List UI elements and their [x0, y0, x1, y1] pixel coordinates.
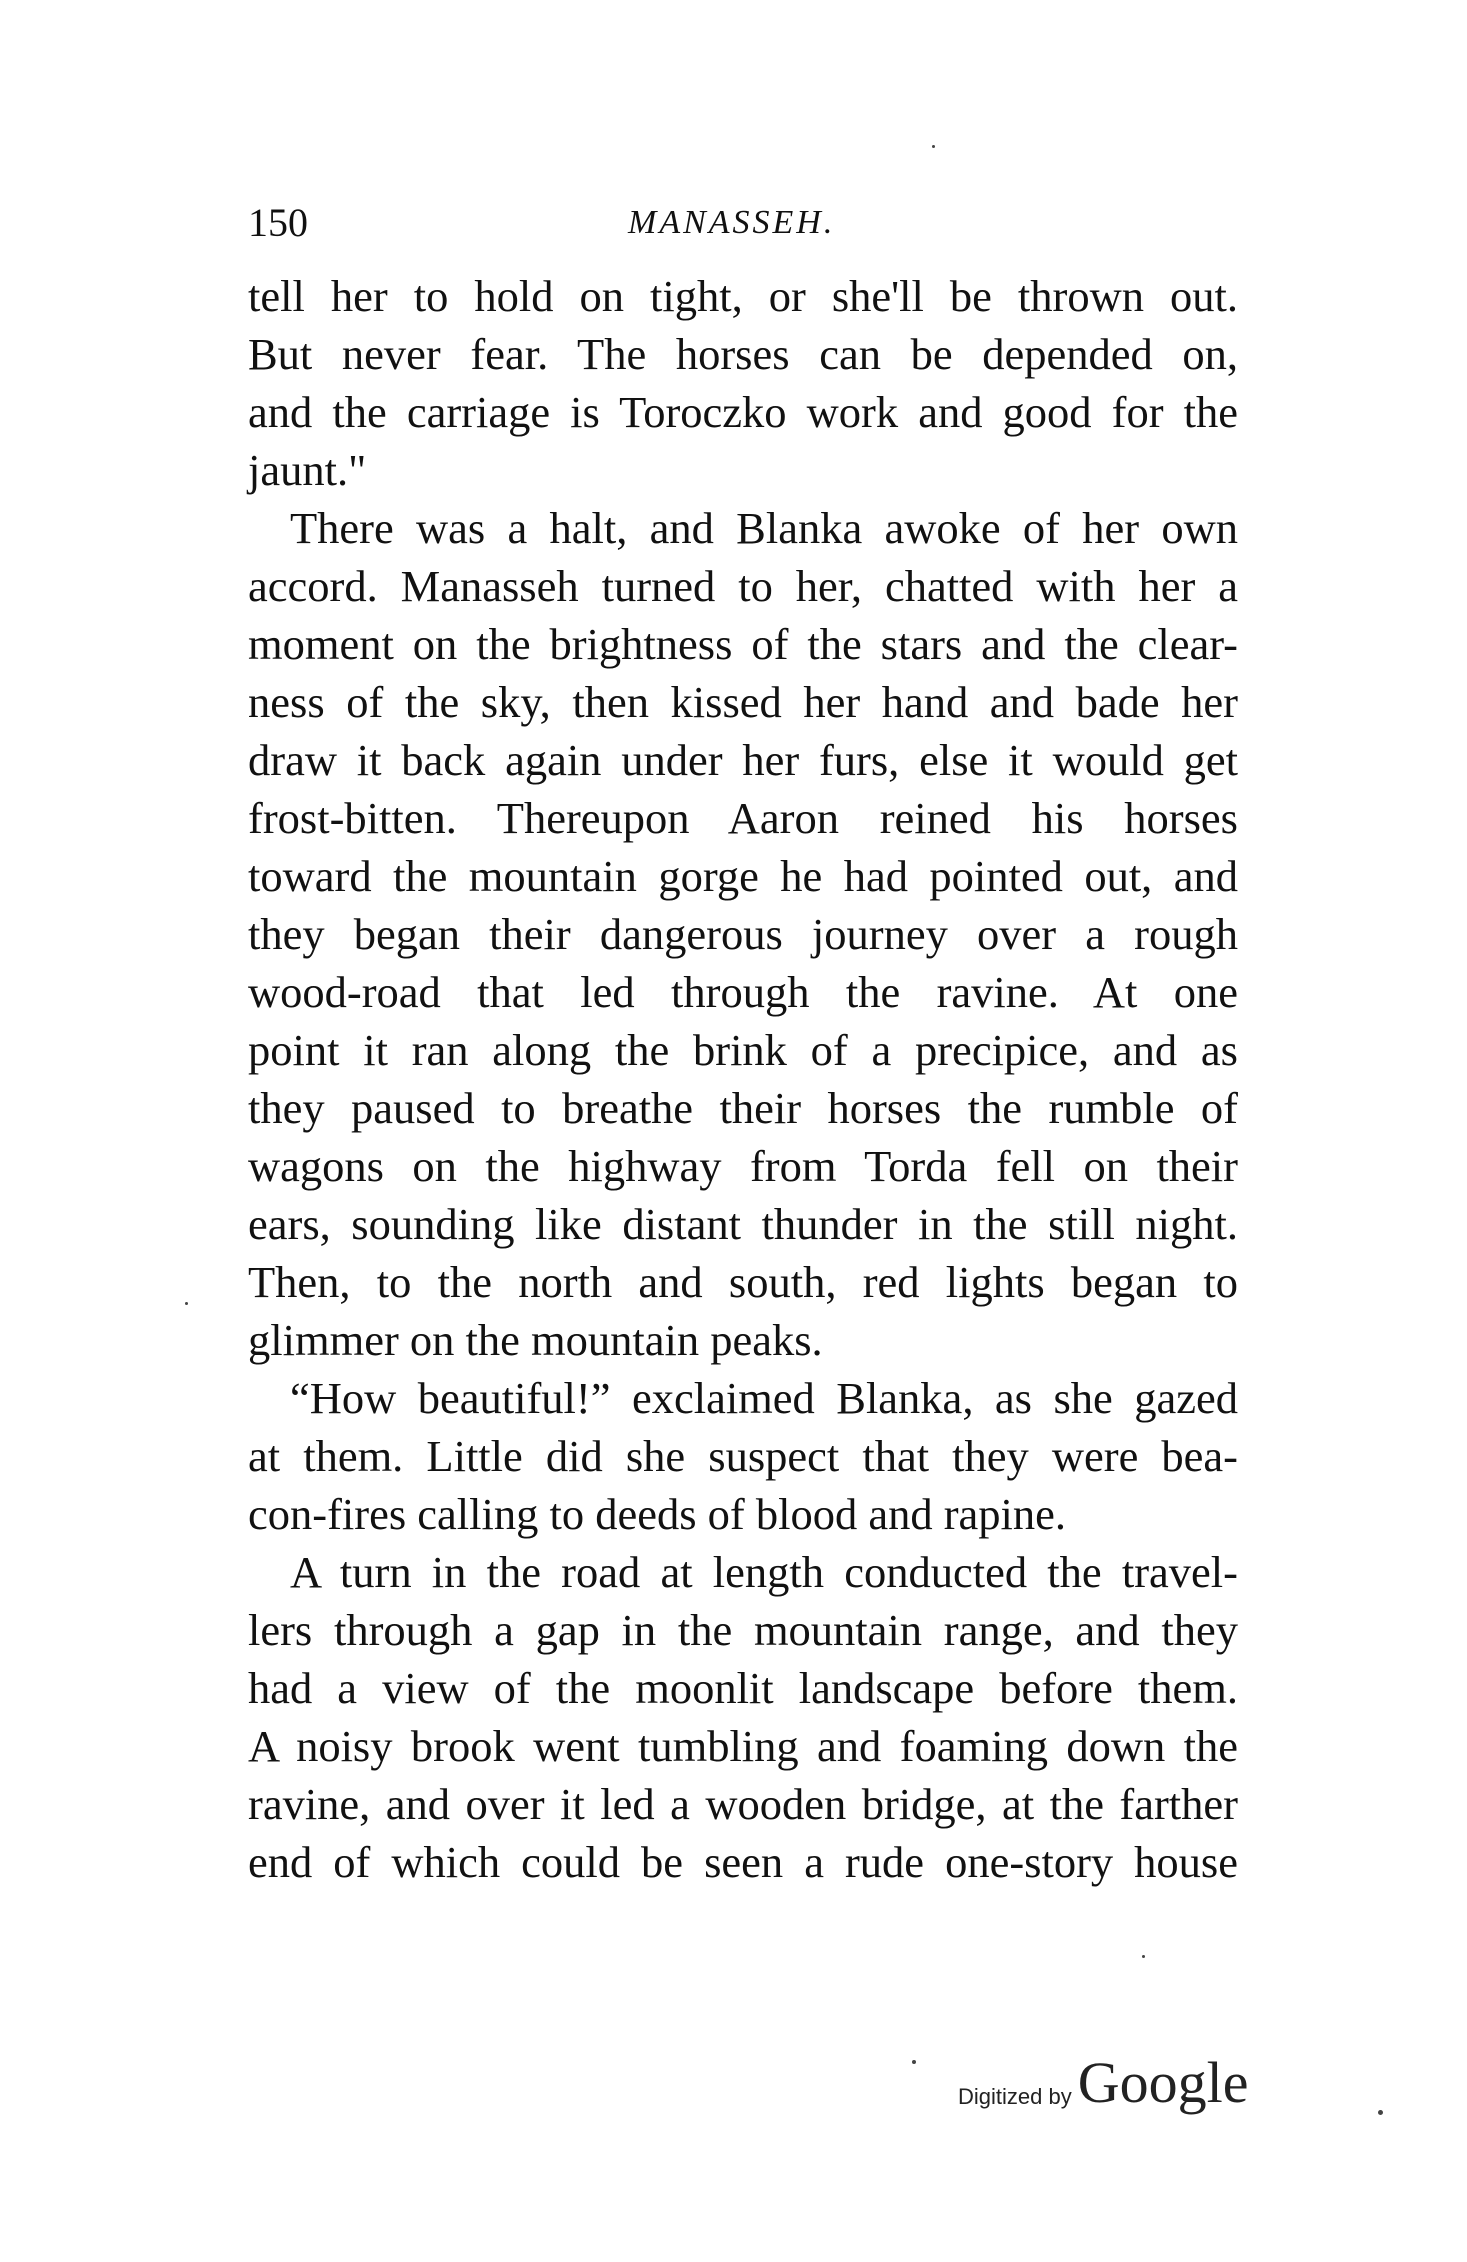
scan-speck — [912, 2060, 916, 2064]
scan-speck — [185, 1302, 188, 1305]
text-line: But never fear. The horses can be depended on, — [248, 329, 1238, 379]
text-line: “How beautiful!” exclaimed Blanka, as she gazed — [290, 1373, 1238, 1423]
page-header — [248, 195, 1238, 251]
text-line: con-fires calling to deeds of blood and rapine. — [248, 1489, 1067, 1539]
watermark-prefix: Digitized by — [958, 2084, 1072, 2109]
text-line: tell her to hold on tight, or she'll be thrown out. — [248, 271, 1238, 321]
page-number: 150 — [248, 200, 308, 245]
running-title: MANASSEH. — [628, 204, 836, 241]
text-line: wood-road that led through the ravine. At one — [248, 967, 1238, 1017]
scan-speck — [1142, 1955, 1145, 1958]
text-line: they began their dangerous journey over a rough — [248, 909, 1238, 959]
text-line: at them. Little did she suspect that they were bea- — [248, 1431, 1238, 1481]
text-line: frost-bitten. Thereupon Aaron reined his horses — [248, 793, 1238, 843]
text-line: jaunt." — [248, 445, 367, 495]
text-line: ears, sounding like distant thunder in the still night. — [248, 1199, 1238, 1249]
body-text — [248, 267, 1238, 1891]
text-line: glimmer on the mountain peaks. — [248, 1315, 823, 1365]
text-line: point it ran along the brink of a precipice, and as — [248, 1025, 1238, 1075]
text-line: wagons on the highway from Torda fell on their — [248, 1141, 1238, 1191]
text-line: A turn in the road at length conducted the travel- — [290, 1547, 1238, 1597]
text-line: ravine, and over it led a wooden bridge, at the farther — [248, 1779, 1238, 1829]
google-logo: Google — [1077, 2050, 1249, 2115]
text-line: accord. Manasseh turned to her, chatted with her a — [248, 561, 1238, 611]
text-line: A noisy brook went tumbling and foaming down the — [248, 1721, 1238, 1771]
scan-speck — [932, 145, 935, 148]
scan-speck — [1378, 2110, 1383, 2115]
text-line: and the carriage is Toroczko work and good for the — [248, 387, 1238, 437]
text-line: draw it back again under her furs, else it would get — [248, 735, 1238, 785]
text-line: Then, to the north and south, red lights began to — [248, 1257, 1238, 1307]
text-line: they paused to breathe their horses the rumble of — [248, 1083, 1238, 1133]
text-line: ness of the sky, then kissed her hand and bade her — [248, 677, 1238, 727]
text-line: moment on the brightness of the stars and the clear- — [248, 619, 1238, 669]
text-line: had a view of the moonlit landscape before them. — [248, 1663, 1238, 1713]
text-line: lers through a gap in the mountain range, and they — [248, 1605, 1238, 1655]
text-line: toward the mountain gorge he had pointed out, and — [248, 851, 1238, 901]
digitized-by-google-watermark — [958, 2048, 1248, 2118]
text-line: end of which could be seen a rude one-story house — [248, 1837, 1238, 1887]
text-line: There was a halt, and Blanka awoke of her own — [290, 503, 1238, 553]
